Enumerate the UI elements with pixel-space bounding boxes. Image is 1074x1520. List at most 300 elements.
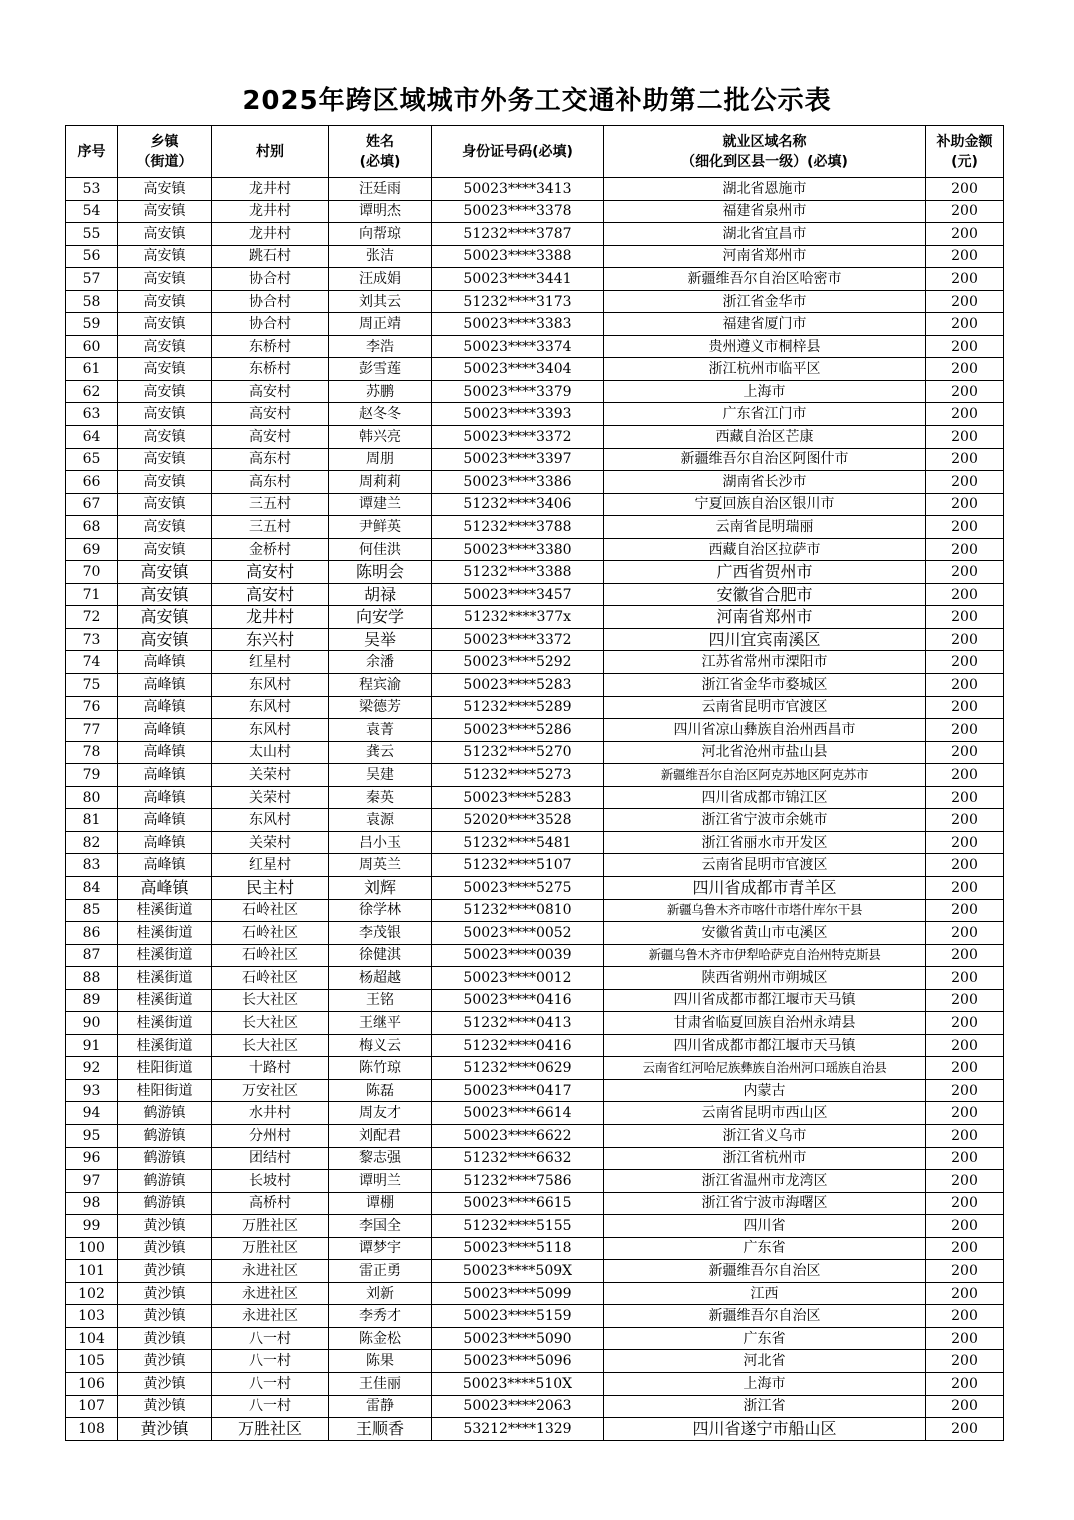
cell-id-number: 50023****5090 xyxy=(432,1327,604,1350)
cell-village: 红星村 xyxy=(212,651,329,674)
cell-amount: 200 xyxy=(926,651,1004,674)
cell-seq: 81 xyxy=(66,809,118,832)
cell-employment-region: 新疆乌鲁木齐市伊犁哈萨克自治州特克斯县 xyxy=(604,944,926,967)
cell-id-number: 50023****3380 xyxy=(432,538,604,561)
cell-name: 尹鲜英 xyxy=(329,516,432,539)
cell-seq: 83 xyxy=(66,854,118,877)
cell-name: 谭明兰 xyxy=(329,1170,432,1193)
cell-name: 向帮琼 xyxy=(329,223,432,246)
cell-employment-region: 云南省红河哈尼族彝族自治州河口瑶族自治县 xyxy=(604,1057,926,1080)
cell-town: 高安镇 xyxy=(118,223,212,246)
cell-seq: 72 xyxy=(66,606,118,629)
cell-id-number: 51232****3787 xyxy=(432,223,604,246)
cell-seq: 54 xyxy=(66,200,118,223)
table-row xyxy=(66,628,1004,651)
cell-seq: 90 xyxy=(66,1012,118,1035)
cell-village: 分州村 xyxy=(212,1124,329,1147)
cell-seq: 102 xyxy=(66,1282,118,1305)
cell-town: 桂阳街道 xyxy=(118,1057,212,1080)
cell-seq: 99 xyxy=(66,1215,118,1238)
cell-name: 袁菁 xyxy=(329,719,432,742)
cell-town: 桂溪街道 xyxy=(118,899,212,922)
subsidy-table xyxy=(65,125,1004,1441)
cell-seq: 91 xyxy=(66,1034,118,1057)
table-row xyxy=(66,471,1004,494)
header-id-number: 身份证号码(必填) xyxy=(432,126,604,178)
cell-employment-region: 浙江省杭州市 xyxy=(604,1147,926,1170)
cell-id-number: 50023****3457 xyxy=(432,583,604,606)
cell-amount: 200 xyxy=(926,831,1004,854)
cell-town: 高安镇 xyxy=(118,516,212,539)
cell-seq: 69 xyxy=(66,538,118,561)
table-row xyxy=(66,876,1004,899)
cell-village: 三五村 xyxy=(212,516,329,539)
cell-village: 关荣村 xyxy=(212,786,329,809)
cell-name: 李茂银 xyxy=(329,922,432,945)
cell-village: 高安村 xyxy=(212,380,329,403)
cell-name: 彭雪莲 xyxy=(329,358,432,381)
cell-employment-region: 福建省厦门市 xyxy=(604,313,926,336)
cell-name: 杨超越 xyxy=(329,967,432,990)
cell-seq: 73 xyxy=(66,628,118,651)
table-row xyxy=(66,1124,1004,1147)
cell-amount: 200 xyxy=(926,741,1004,764)
cell-id-number: 50023****3388 xyxy=(432,245,604,268)
cell-employment-region: 浙江杭州市临平区 xyxy=(604,358,926,381)
cell-village: 民主村 xyxy=(212,876,329,899)
table-row xyxy=(66,1170,1004,1193)
cell-village: 永进社区 xyxy=(212,1260,329,1283)
table-row xyxy=(66,719,1004,742)
cell-town: 高峰镇 xyxy=(118,809,212,832)
cell-amount: 200 xyxy=(926,1327,1004,1350)
cell-id-number: 50023****5286 xyxy=(432,719,604,742)
cell-town: 高安镇 xyxy=(118,493,212,516)
cell-amount: 200 xyxy=(926,1034,1004,1057)
cell-employment-region: 贵州遵义市桐梓县 xyxy=(604,335,926,358)
cell-seq: 97 xyxy=(66,1170,118,1193)
cell-amount: 200 xyxy=(926,1305,1004,1328)
cell-employment-region: 四川省成都市都江堰市天马镇 xyxy=(604,1034,926,1057)
cell-employment-region: 宁夏回族自治区银川市 xyxy=(604,493,926,516)
cell-employment-region: 浙江省丽水市开发区 xyxy=(604,831,926,854)
cell-amount: 200 xyxy=(926,1395,1004,1418)
cell-seq: 60 xyxy=(66,335,118,358)
table-row xyxy=(66,493,1004,516)
cell-name: 刘其云 xyxy=(329,290,432,313)
cell-name: 徐健淇 xyxy=(329,944,432,967)
cell-town: 黄沙镇 xyxy=(118,1372,212,1395)
cell-village: 万安社区 xyxy=(212,1079,329,1102)
cell-name: 赵冬冬 xyxy=(329,403,432,426)
cell-id-number: 50023****3413 xyxy=(432,178,604,201)
cell-town: 鹤游镇 xyxy=(118,1147,212,1170)
cell-employment-region: 云南省昆明市西山区 xyxy=(604,1102,926,1125)
cell-seq: 64 xyxy=(66,426,118,449)
cell-id-number: 50023****5275 xyxy=(432,876,604,899)
cell-village: 高东村 xyxy=(212,471,329,494)
table-row xyxy=(66,1147,1004,1170)
cell-id-number: 51232****3388 xyxy=(432,561,604,584)
cell-id-number: 51232****5273 xyxy=(432,764,604,787)
cell-amount: 200 xyxy=(926,1418,1004,1441)
cell-id-number: 51232****3406 xyxy=(432,493,604,516)
table-row xyxy=(66,606,1004,629)
cell-seq: 79 xyxy=(66,764,118,787)
cell-seq: 86 xyxy=(66,922,118,945)
cell-id-number: 50023****510X xyxy=(432,1372,604,1395)
cell-town: 高峰镇 xyxy=(118,696,212,719)
cell-name: 张洁 xyxy=(329,245,432,268)
cell-town: 黄沙镇 xyxy=(118,1350,212,1373)
cell-name: 王继平 xyxy=(329,1012,432,1035)
cell-employment-region: 浙江省宁波市海曙区 xyxy=(604,1192,926,1215)
cell-name: 余潘 xyxy=(329,651,432,674)
cell-name: 雷正勇 xyxy=(329,1260,432,1283)
table-row xyxy=(66,178,1004,201)
cell-seq: 93 xyxy=(66,1079,118,1102)
cell-seq: 107 xyxy=(66,1395,118,1418)
cell-town: 高峰镇 xyxy=(118,831,212,854)
cell-village: 红星村 xyxy=(212,854,329,877)
table-row xyxy=(66,786,1004,809)
table-row xyxy=(66,922,1004,945)
table-row xyxy=(66,245,1004,268)
table-row xyxy=(66,1350,1004,1373)
table-row xyxy=(66,854,1004,877)
cell-id-number: 51232****0810 xyxy=(432,899,604,922)
cell-id-number: 51232****3788 xyxy=(432,516,604,539)
cell-amount: 200 xyxy=(926,403,1004,426)
cell-id-number: 50023****3386 xyxy=(432,471,604,494)
cell-town: 鹤游镇 xyxy=(118,1102,212,1125)
cell-village: 东风村 xyxy=(212,696,329,719)
cell-name: 刘辉 xyxy=(329,876,432,899)
cell-name: 王铭 xyxy=(329,989,432,1012)
cell-id-number: 50023****5283 xyxy=(432,674,604,697)
cell-id-number: 50023****0052 xyxy=(432,922,604,945)
cell-village: 龙井村 xyxy=(212,200,329,223)
cell-name: 陈磊 xyxy=(329,1079,432,1102)
cell-amount: 200 xyxy=(926,1372,1004,1395)
cell-seq: 55 xyxy=(66,223,118,246)
table-row xyxy=(66,290,1004,313)
cell-village: 太山村 xyxy=(212,741,329,764)
cell-amount: 200 xyxy=(926,764,1004,787)
table-row xyxy=(66,1395,1004,1418)
table-row xyxy=(66,1057,1004,1080)
cell-village: 长大社区 xyxy=(212,1034,329,1057)
cell-town: 高峰镇 xyxy=(118,719,212,742)
cell-amount: 200 xyxy=(926,1282,1004,1305)
cell-seq: 65 xyxy=(66,448,118,471)
cell-employment-region: 广东省江门市 xyxy=(604,403,926,426)
cell-id-number: 51232****0629 xyxy=(432,1057,604,1080)
cell-name: 王顺香 xyxy=(329,1418,432,1441)
cell-name: 陈明会 xyxy=(329,561,432,584)
table-body xyxy=(66,178,1004,1441)
cell-name: 周莉莉 xyxy=(329,471,432,494)
cell-id-number: 50023****5118 xyxy=(432,1237,604,1260)
cell-village: 高安村 xyxy=(212,561,329,584)
cell-town: 桂溪街道 xyxy=(118,1034,212,1057)
cell-name: 汪成娟 xyxy=(329,268,432,291)
cell-village: 协合村 xyxy=(212,290,329,313)
cell-town: 桂溪街道 xyxy=(118,967,212,990)
table-row xyxy=(66,403,1004,426)
cell-town: 高安镇 xyxy=(118,628,212,651)
cell-id-number: 50023****3372 xyxy=(432,426,604,449)
cell-town: 黄沙镇 xyxy=(118,1327,212,1350)
cell-employment-region: 四川省 xyxy=(604,1215,926,1238)
cell-amount: 200 xyxy=(926,719,1004,742)
cell-village: 龙井村 xyxy=(212,178,329,201)
cell-town: 高安镇 xyxy=(118,448,212,471)
cell-amount: 200 xyxy=(926,1102,1004,1125)
cell-id-number: 52020****3528 xyxy=(432,809,604,832)
cell-id-number: 50023****3374 xyxy=(432,335,604,358)
cell-name: 周友才 xyxy=(329,1102,432,1125)
cell-town: 高峰镇 xyxy=(118,741,212,764)
cell-village: 八一村 xyxy=(212,1350,329,1373)
cell-village: 高安村 xyxy=(212,583,329,606)
cell-id-number: 51232****3173 xyxy=(432,290,604,313)
cell-town: 桂溪街道 xyxy=(118,922,212,945)
cell-name: 陈金松 xyxy=(329,1327,432,1350)
cell-name: 程宾渝 xyxy=(329,674,432,697)
cell-amount: 200 xyxy=(926,380,1004,403)
cell-id-number: 50023****0416 xyxy=(432,989,604,1012)
cell-seq: 77 xyxy=(66,719,118,742)
cell-seq: 57 xyxy=(66,268,118,291)
cell-id-number: 50023****3441 xyxy=(432,268,604,291)
table-row xyxy=(66,764,1004,787)
cell-town: 高峰镇 xyxy=(118,651,212,674)
cell-name: 向安学 xyxy=(329,606,432,629)
table-row xyxy=(66,1260,1004,1283)
cell-seq: 66 xyxy=(66,471,118,494)
table-row xyxy=(66,831,1004,854)
cell-seq: 68 xyxy=(66,516,118,539)
cell-village: 永进社区 xyxy=(212,1282,329,1305)
table-row xyxy=(66,899,1004,922)
cell-id-number: 50023****2063 xyxy=(432,1395,604,1418)
cell-seq: 85 xyxy=(66,899,118,922)
cell-amount: 200 xyxy=(926,1350,1004,1373)
cell-employment-region: 广西省贺州市 xyxy=(604,561,926,584)
cell-town: 黄沙镇 xyxy=(118,1418,212,1441)
cell-town: 黄沙镇 xyxy=(118,1282,212,1305)
cell-town: 高峰镇 xyxy=(118,674,212,697)
table-row xyxy=(66,1372,1004,1395)
cell-employment-region: 河南省郑州市 xyxy=(604,245,926,268)
cell-seq: 104 xyxy=(66,1327,118,1350)
cell-village: 关荣村 xyxy=(212,764,329,787)
table-row xyxy=(66,1012,1004,1035)
cell-id-number: 50023****6615 xyxy=(432,1192,604,1215)
cell-seq: 96 xyxy=(66,1147,118,1170)
cell-amount: 200 xyxy=(926,1079,1004,1102)
cell-id-number: 51232****5155 xyxy=(432,1215,604,1238)
cell-name: 吴举 xyxy=(329,628,432,651)
cell-employment-region: 西藏自治区芒康 xyxy=(604,426,926,449)
cell-town: 桂溪街道 xyxy=(118,1012,212,1035)
cell-village: 万胜社区 xyxy=(212,1215,329,1238)
cell-employment-region: 新疆维吾尔自治区 xyxy=(604,1260,926,1283)
cell-id-number: 50023****509X xyxy=(432,1260,604,1283)
cell-town: 高安镇 xyxy=(118,583,212,606)
cell-town: 高安镇 xyxy=(118,358,212,381)
cell-employment-region: 浙江省金华市 xyxy=(604,290,926,313)
cell-name: 李浩 xyxy=(329,335,432,358)
cell-name: 秦英 xyxy=(329,786,432,809)
cell-village: 东风村 xyxy=(212,809,329,832)
cell-town: 高峰镇 xyxy=(118,786,212,809)
table-row xyxy=(66,448,1004,471)
cell-town: 高安镇 xyxy=(118,335,212,358)
cell-town: 高峰镇 xyxy=(118,854,212,877)
cell-seq: 88 xyxy=(66,967,118,990)
table-row xyxy=(66,1102,1004,1125)
cell-name: 龚云 xyxy=(329,741,432,764)
cell-amount: 200 xyxy=(926,313,1004,336)
cell-amount: 200 xyxy=(926,854,1004,877)
cell-employment-region: 上海市 xyxy=(604,380,926,403)
cell-seq: 94 xyxy=(66,1102,118,1125)
table-row xyxy=(66,674,1004,697)
cell-employment-region: 新疆维吾尔自治区阿图什市 xyxy=(604,448,926,471)
cell-name: 苏鹏 xyxy=(329,380,432,403)
cell-id-number: 50023****5099 xyxy=(432,1282,604,1305)
cell-name: 雷静 xyxy=(329,1395,432,1418)
cell-amount: 200 xyxy=(926,944,1004,967)
cell-village: 石岭社区 xyxy=(212,967,329,990)
cell-employment-region: 陕西省朔州市朔城区 xyxy=(604,967,926,990)
cell-seq: 92 xyxy=(66,1057,118,1080)
cell-amount: 200 xyxy=(926,335,1004,358)
cell-employment-region: 河北省沧州市盐山县 xyxy=(604,741,926,764)
cell-village: 东风村 xyxy=(212,719,329,742)
cell-name: 胡禄 xyxy=(329,583,432,606)
cell-seq: 80 xyxy=(66,786,118,809)
cell-name: 李秀才 xyxy=(329,1305,432,1328)
cell-name: 周英兰 xyxy=(329,854,432,877)
cell-name: 吕小玉 xyxy=(329,831,432,854)
cell-employment-region: 四川省成都市都江堰市天马镇 xyxy=(604,989,926,1012)
cell-employment-region: 四川宜宾南溪区 xyxy=(604,628,926,651)
cell-amount: 200 xyxy=(926,426,1004,449)
cell-employment-region: 内蒙古 xyxy=(604,1079,926,1102)
cell-name: 袁源 xyxy=(329,809,432,832)
cell-village: 龙井村 xyxy=(212,606,329,629)
cell-name: 王佳丽 xyxy=(329,1372,432,1395)
cell-village: 东兴村 xyxy=(212,628,329,651)
cell-village: 石岭社区 xyxy=(212,944,329,967)
cell-amount: 200 xyxy=(926,606,1004,629)
cell-amount: 200 xyxy=(926,223,1004,246)
cell-employment-region: 湖北省恩施市 xyxy=(604,178,926,201)
cell-amount: 200 xyxy=(926,1215,1004,1238)
cell-name: 徐学林 xyxy=(329,899,432,922)
cell-name: 黎志强 xyxy=(329,1147,432,1170)
cell-name: 陈果 xyxy=(329,1350,432,1373)
cell-id-number: 50023****3372 xyxy=(432,628,604,651)
cell-amount: 200 xyxy=(926,538,1004,561)
cell-town: 桂溪街道 xyxy=(118,944,212,967)
cell-seq: 56 xyxy=(66,245,118,268)
cell-seq: 75 xyxy=(66,674,118,697)
cell-amount: 200 xyxy=(926,1147,1004,1170)
header-seq: 序号 xyxy=(66,126,118,178)
table-row xyxy=(66,1282,1004,1305)
cell-employment-region: 新疆乌鲁木齐市喀什市塔什库尔干县 xyxy=(604,899,926,922)
cell-id-number: 50023****0417 xyxy=(432,1079,604,1102)
cell-village: 协合村 xyxy=(212,313,329,336)
cell-town: 黄沙镇 xyxy=(118,1215,212,1238)
cell-amount: 200 xyxy=(926,899,1004,922)
cell-employment-region: 西藏自治区拉萨市 xyxy=(604,538,926,561)
cell-id-number: 51232****7586 xyxy=(432,1170,604,1193)
cell-seq: 87 xyxy=(66,944,118,967)
cell-name: 谭建兰 xyxy=(329,493,432,516)
cell-town: 鹤游镇 xyxy=(118,1124,212,1147)
page-title: 2025年跨区域城市外务工交通补助第二批公示表 xyxy=(242,86,832,116)
table-row xyxy=(66,651,1004,674)
cell-town: 高安镇 xyxy=(118,380,212,403)
cell-amount: 200 xyxy=(926,1237,1004,1260)
header-village: 村别 xyxy=(212,126,329,178)
cell-amount: 200 xyxy=(926,358,1004,381)
cell-employment-region: 广东省 xyxy=(604,1327,926,1350)
cell-name: 梁德芳 xyxy=(329,696,432,719)
cell-id-number: 50023****5292 xyxy=(432,651,604,674)
cell-village: 永进社区 xyxy=(212,1305,329,1328)
cell-name: 何佳洪 xyxy=(329,538,432,561)
cell-employment-region: 安徽省黄山市屯溪区 xyxy=(604,922,926,945)
cell-seq: 58 xyxy=(66,290,118,313)
cell-amount: 200 xyxy=(926,1012,1004,1035)
cell-seq: 53 xyxy=(66,178,118,201)
table-row xyxy=(66,426,1004,449)
cell-name: 吴建 xyxy=(329,764,432,787)
cell-amount: 200 xyxy=(926,696,1004,719)
cell-village: 水井村 xyxy=(212,1102,329,1125)
cell-id-number: 51232****377x xyxy=(432,606,604,629)
cell-id-number: 50023****6622 xyxy=(432,1124,604,1147)
cell-employment-region: 浙江省义乌市 xyxy=(604,1124,926,1147)
cell-employment-region: 云南省昆明瑞丽 xyxy=(604,516,926,539)
cell-employment-region: 浙江省宁波市余姚市 xyxy=(604,809,926,832)
cell-employment-region: 福建省泉州市 xyxy=(604,200,926,223)
cell-village: 东桥村 xyxy=(212,358,329,381)
cell-employment-region: 云南省昆明市官渡区 xyxy=(604,854,926,877)
table-row xyxy=(66,335,1004,358)
cell-town: 鹤游镇 xyxy=(118,1170,212,1193)
cell-seq: 89 xyxy=(66,989,118,1012)
cell-id-number: 50023****5283 xyxy=(432,786,604,809)
cell-amount: 200 xyxy=(926,786,1004,809)
cell-seq: 108 xyxy=(66,1418,118,1441)
cell-town: 黄沙镇 xyxy=(118,1237,212,1260)
cell-employment-region: 上海市 xyxy=(604,1372,926,1395)
header-amount: 补助金额 (元) xyxy=(926,126,1004,178)
cell-employment-region: 新疆维吾尔自治区阿克苏地区阿克苏市 xyxy=(604,764,926,787)
table-header xyxy=(66,126,1004,178)
cell-employment-region: 浙江省金华市婺城区 xyxy=(604,674,926,697)
cell-village: 高东村 xyxy=(212,448,329,471)
cell-seq: 84 xyxy=(66,876,118,899)
cell-seq: 71 xyxy=(66,583,118,606)
